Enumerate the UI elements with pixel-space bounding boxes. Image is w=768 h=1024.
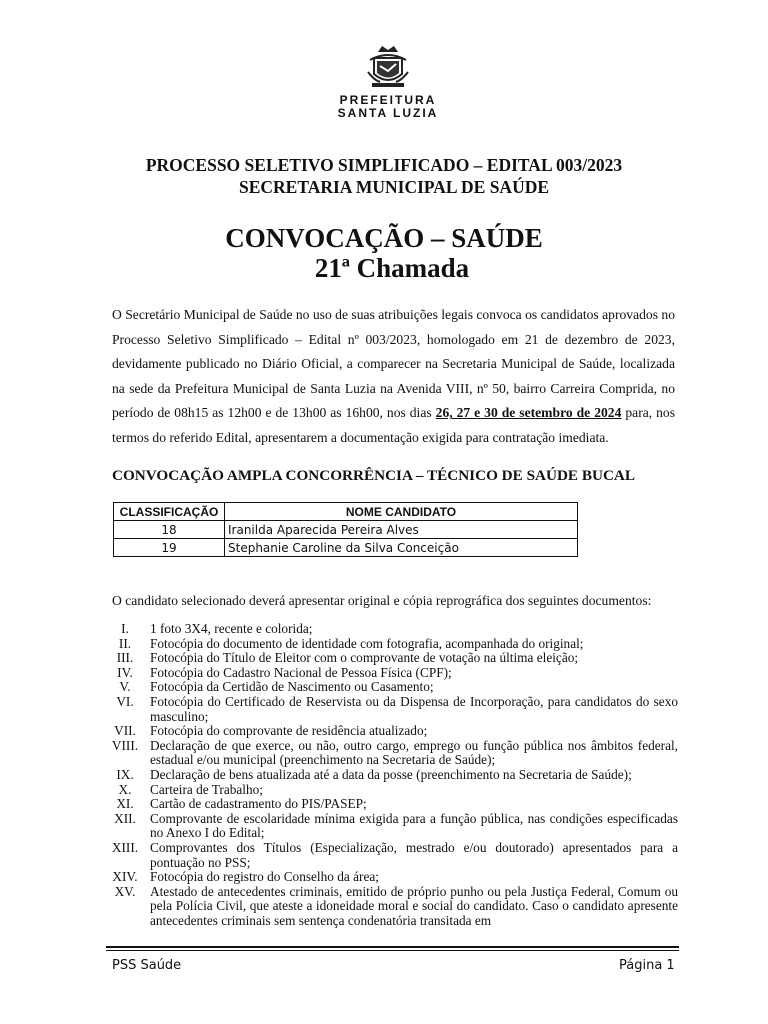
list-item	[100, 739, 678, 768]
item-number: V.	[119, 679, 131, 695]
item-number: XI.	[116, 796, 134, 812]
item-number: I.	[121, 621, 129, 636]
cell-name: Stephanie Caroline da Silva Conceição	[225, 539, 578, 557]
item-text: Declaração de bens atualizada até a data da posse (preenchimento na Secretaria de Saúde);	[150, 766, 632, 782]
intro-paragraph	[112, 303, 675, 451]
list-item	[100, 885, 678, 929]
documents-list	[100, 622, 678, 928]
item-number: VI.	[116, 693, 134, 709]
item-text: Fotocópia do Cadastro Nacional de Pessoa Física (CPF);	[150, 664, 452, 680]
item-text: Fotocópia da Certidão de Nascimento ou Casamento;	[150, 679, 434, 695]
intro-text: O Secretário Municipal de Saúde no uso de suas atribuições legais convoca os candidatos aprovados no Processo Seletivo Simplificado – Edital nº 003/2023, homologado em 21 de dezembro de 2023, devidamente publicado no Diário Oficial, a comparecer na Secretaria Municipal de Saúde, localizada na sede da Prefeitura Municipal de Santa Luzia na Avenida VIII, nº 50, bairro Carreira Comprida, no período de 08h15 as 12h00 e de 13h00 as 16h00, nos dias	[112, 307, 675, 421]
candidates-table	[113, 502, 578, 557]
list-item	[100, 724, 678, 739]
item-number: XII.	[114, 810, 136, 826]
footer-divider	[106, 946, 679, 948]
item-text: Fotocópia do registro do Conselho da área;	[150, 869, 379, 885]
footer-left: PSS Saúde	[112, 958, 182, 973]
item-number: XIII.	[111, 839, 139, 855]
item-text: Comprovantes dos Títulos (Especialização, mestrado e/ou doutorado) apresentados para a pontuação no PSS;	[150, 839, 678, 870]
item-text: 1 foto 3X4, recente e colorida;	[150, 621, 313, 636]
item-text: Comprovante de escolaridade mínima exigida para a função pública, nas condições especificadas no Anexo I do Edital;	[150, 810, 678, 841]
column-header-classification: CLASSIFICAÇÃO	[114, 503, 225, 521]
brand-line-2: SANTA LUZIA	[337, 106, 439, 120]
intro-dates: 26, 27 e 30 de setembro de 2024	[435, 405, 622, 421]
list-item	[100, 783, 678, 798]
table-header-row	[114, 503, 578, 521]
header-line-2: SECRETARIA MUNICIPAL DE SAÚDE	[238, 177, 550, 197]
list-item	[100, 870, 678, 885]
intro-text-end: para, nos termos do referido Edital, apresentarem a documentação exigida para contratação imediata.	[112, 405, 676, 445]
footer-divider-thin	[106, 950, 679, 951]
brand-line-1: PREFEITURA	[339, 93, 437, 107]
item-number: XV.	[114, 883, 136, 899]
item-number: X.	[118, 781, 132, 797]
item-text: Cartão de cadastramento do PIS/PASEP;	[150, 796, 367, 812]
item-text: Fotocópia do Certificado de Reservista ou da Dispensa de Incorporação, para candidatos do sexo masculino;	[150, 693, 678, 724]
list-item	[100, 637, 678, 652]
section-title: CONVOCAÇÃO AMPLA CONCORRÊNCIA – TÉCNICO DE SAÚDE BUCAL	[112, 467, 636, 484]
document-header	[0, 154, 768, 198]
documents-intro: O candidato selecionado deverá apresentar original e cópia reprográfica dos seguintes documentos:	[112, 593, 652, 608]
cell-classification: 18	[114, 521, 225, 539]
item-number: IV.	[117, 664, 133, 680]
list-item	[100, 680, 678, 695]
item-number: VIII.	[111, 737, 139, 753]
list-item	[100, 768, 678, 783]
table-row	[114, 521, 578, 539]
item-number: XIV.	[112, 869, 138, 885]
header-line-1: PROCESSO SELETIVO SIMPLIFICADO – EDITAL 003/2023	[145, 155, 623, 175]
coat-of-arms-logo	[364, 44, 412, 90]
item-number: III.	[116, 650, 134, 666]
item-text: Atestado de antecedentes criminais, emitido de próprio punho ou pela Justiça Federal, Comum ou pela Polícia Civil, que ateste a idoneidade moral e social do candidato. Caso o candidato apresente antecedentes criminais sem sentença condenatória transitada em	[150, 883, 678, 928]
page-number: Página 1	[619, 958, 675, 973]
brand-name	[330, 94, 446, 120]
list-item	[100, 797, 678, 812]
item-text: Fotocópia do Título de Eleitor com o comprovante de votação na última eleição;	[150, 650, 579, 666]
list-item	[100, 841, 678, 870]
document-title	[0, 223, 768, 283]
cell-classification: 19	[114, 539, 225, 557]
item-text: Fotocópia do documento de identidade com fotografia, acompanhada do original;	[150, 635, 584, 651]
item-text: Declaração de que exerce, ou não, outro cargo, emprego ou função pública nos âmbitos federal, estadual e/ou municipal (preenchimento na Secretaria de Saúde);	[150, 737, 678, 768]
title-sub: 21ª Chamada	[314, 253, 470, 283]
list-item	[100, 651, 678, 666]
list-item	[100, 812, 678, 841]
item-text: Fotocópia do comprovante de residência atualizado;	[150, 723, 428, 739]
item-number: VII.	[114, 723, 136, 739]
column-header-name: NOME CANDIDATO	[225, 503, 578, 521]
list-item	[100, 666, 678, 681]
title-main: CONVOCAÇÃO – SAÚDE	[225, 223, 543, 253]
item-number: IX.	[116, 766, 134, 782]
list-item	[100, 622, 678, 637]
cell-name: Iranilda Aparecida Pereira Alves	[225, 521, 578, 539]
list-item	[100, 695, 678, 724]
table-row	[114, 539, 578, 557]
item-number: II.	[118, 635, 132, 651]
item-text: Carteira de Trabalho;	[150, 781, 263, 797]
